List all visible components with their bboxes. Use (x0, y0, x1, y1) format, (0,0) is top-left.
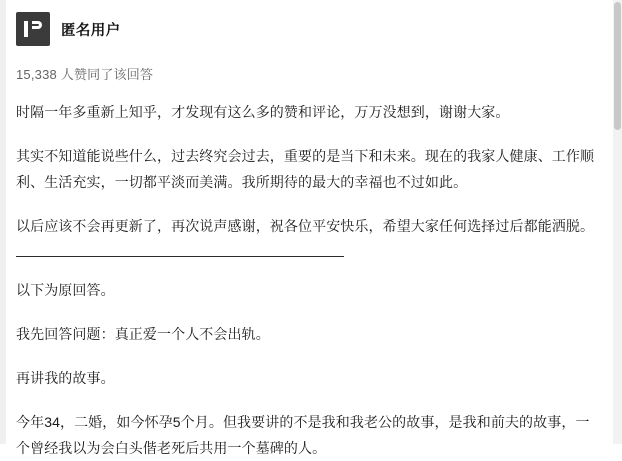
author-row[interactable] (14, 12, 596, 46)
answer-paragraph: 以后应该不会再更新了，再次说声感谢，祝各位平安快乐，希望大家任何选择过后都能洒脱。 (16, 218, 595, 234)
avatar-glyph (24, 21, 41, 37)
author-name[interactable]: 匿名用户 (61, 22, 121, 39)
original-answer-label: 以下为原回答。 (16, 282, 115, 298)
vertical-scrollbar[interactable] (613, 0, 622, 444)
horizontal-rule-icon (16, 256, 344, 257)
scrollbar-thumb[interactable] (614, 2, 621, 130)
divider (16, 256, 596, 257)
anonymous-avatar-icon[interactable] (16, 12, 50, 46)
answer-paragraph: 时隔一年多重新上知乎，才发现有这么多的赞和评论，万万没想到，谢谢大家。 (16, 104, 510, 120)
answer-paragraph: 今年34，二婚，如今怀孕5个月。但我要讲的不是我和我老公的故事，是我和前夫的故事，一个曾经我以为会白头偕老死后共用一个墓碑的人。 (16, 414, 590, 456)
answer-paragraph: 我先回答问题：真正爱一个人不会出轨。 (16, 326, 270, 342)
answer-paragraph: 其实不知道能说些什么，过去终究会过去，重要的是当下和未来。现在的我家人健康、工作顺利、生活充实，一切都平淡而美满。我所期待的最大的幸福也不过如此。 (16, 148, 595, 190)
answer-paragraph: 再讲我的故事。 (16, 370, 115, 386)
vote-count-label: 15,338 人赞同了该回答 (16, 67, 154, 82)
